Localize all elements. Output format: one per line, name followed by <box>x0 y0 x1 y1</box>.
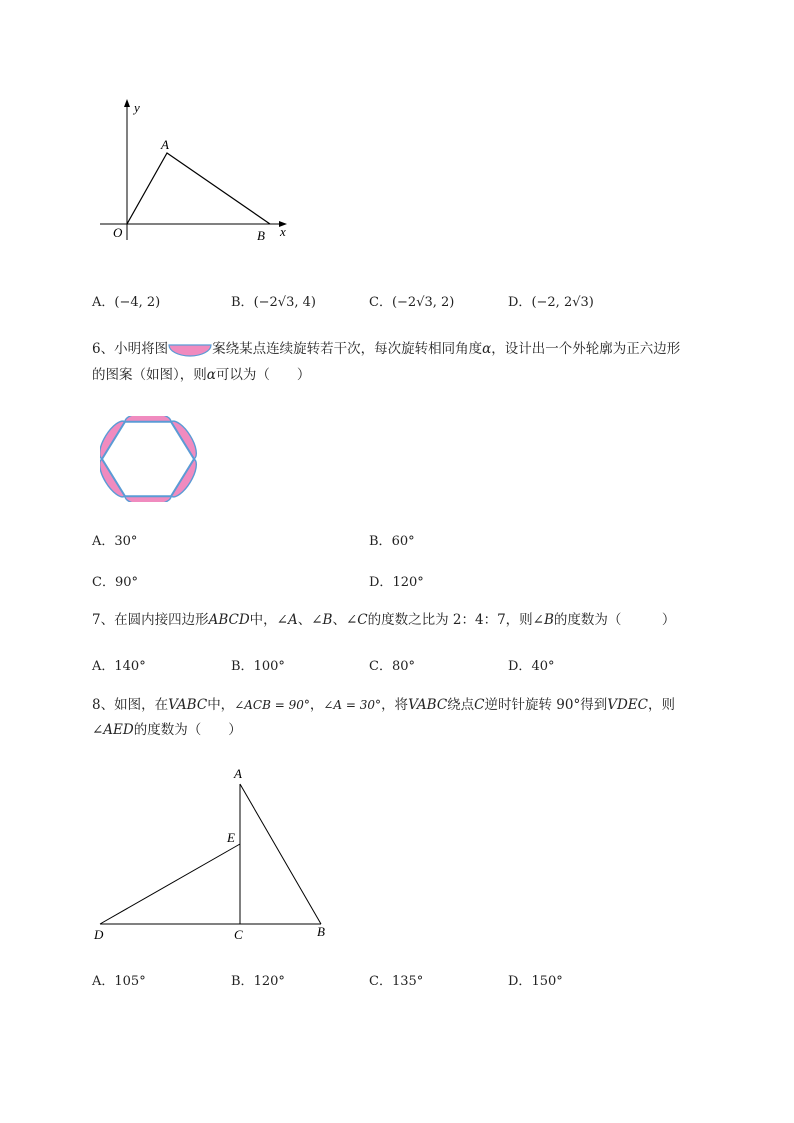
q8-text: ，则 <box>648 697 675 713</box>
q6-stem-line1 <box>92 338 680 360</box>
q6-option-c[interactable] <box>92 571 138 590</box>
point-e-label: E <box>227 830 235 845</box>
q5-option-c[interactable] <box>369 291 454 310</box>
q8-option-d[interactable] <box>508 970 563 989</box>
point-label: C <box>474 697 485 713</box>
angle-label: A <box>287 612 298 628</box>
q8-text: ，将 <box>381 697 409 713</box>
q6-text: 可以为（ ） <box>215 367 311 383</box>
q7-stem <box>92 609 675 631</box>
q8-stem-line2 <box>92 719 242 741</box>
angle-label: C <box>357 612 368 628</box>
triangle-oab <box>127 153 270 224</box>
option-letter: A． <box>92 659 115 674</box>
figure-rotation-triangles <box>88 762 338 947</box>
q7-option-b[interactable] <box>231 655 285 674</box>
option-letter: D． <box>369 575 393 590</box>
option-letter: A． <box>92 974 115 989</box>
option-text: 40° <box>531 659 555 674</box>
option-letter: C． <box>369 659 392 674</box>
option-text: 120° <box>253 974 285 989</box>
option-letter: A． <box>92 295 115 310</box>
segment-ab <box>240 784 321 924</box>
option-text: 120° <box>392 575 424 590</box>
q8-text: 中， <box>207 697 235 713</box>
q7-text: 的度数为（ ） <box>553 612 676 628</box>
figure-triangle-oab <box>95 95 305 255</box>
option-text: 30° <box>114 534 138 549</box>
point-a-label: A <box>234 766 242 781</box>
option-letter: D． <box>508 974 532 989</box>
x-axis-label: x <box>280 224 286 239</box>
quad-name: ABCD <box>208 612 250 628</box>
angle-label: B <box>322 612 333 628</box>
y-axis-label: y <box>134 100 140 115</box>
q6-option-a[interactable] <box>92 530 137 549</box>
option-text: 80° <box>391 659 415 674</box>
option-letter: D． <box>508 659 532 674</box>
option-text: 90° <box>114 575 138 590</box>
point-b-label: B <box>257 228 265 243</box>
option-letter: B． <box>369 534 392 549</box>
point-b-label: B <box>317 924 325 939</box>
angle-expression: ∠AED <box>92 722 134 738</box>
option-letter: C． <box>92 575 115 590</box>
q7-text: 的度数之比为 2：4：7，则∠ <box>367 612 544 628</box>
alpha-symbol: α <box>206 367 216 383</box>
q7-option-d[interactable] <box>508 655 554 674</box>
q7-option-c[interactable] <box>369 655 415 674</box>
q6-text: 案绕某点连续旋转若干次，每次旋转相同角度 <box>212 341 483 357</box>
q8-option-c[interactable] <box>369 970 423 989</box>
y-axis-arrow <box>124 99 130 107</box>
option-text: 150° <box>531 974 563 989</box>
triangle-name: VABC <box>168 697 208 713</box>
option-text: (−2√3, 4) <box>253 295 316 310</box>
option-letter: B． <box>231 659 254 674</box>
q7-text: 、∠ <box>297 612 323 628</box>
option-text: 135° <box>391 974 424 989</box>
q6-option-b[interactable] <box>369 530 415 549</box>
q8-text: 逆时针旋转 90°得到 <box>484 697 608 713</box>
segment-de <box>100 844 240 924</box>
figure-hexagon-pattern <box>100 416 200 502</box>
option-text: (−4, 2) <box>114 295 161 310</box>
option-letter: B． <box>231 974 254 989</box>
option-letter: D． <box>508 295 532 310</box>
condition: ∠A = 30° <box>323 698 382 712</box>
hexagon-group <box>100 416 196 502</box>
q7-text: 7、在圆内接四边形 <box>92 612 209 628</box>
q8-text: 的度数为（ ） <box>133 722 242 738</box>
semicircle-pattern-icon <box>168 342 212 358</box>
q8-text: ， <box>309 697 324 713</box>
q8-text: 8、如图，在 <box>92 697 169 713</box>
q5-option-b[interactable] <box>231 291 316 310</box>
alpha-symbol: α <box>482 341 492 357</box>
option-text: 140° <box>114 659 146 674</box>
q8-stem-line1 <box>92 694 675 716</box>
q6-stem-line2 <box>92 364 310 386</box>
q8-option-a[interactable] <box>92 970 146 989</box>
origin-label: O <box>113 225 123 240</box>
option-letter: C． <box>369 295 392 310</box>
option-letter: B． <box>231 295 254 310</box>
option-text: (−2√3, 2) <box>391 295 455 310</box>
option-text: (−2, 2√3) <box>531 295 594 310</box>
q6-option-d[interactable] <box>369 571 424 590</box>
option-text: 105° <box>114 974 146 989</box>
point-d-label: D <box>94 927 104 942</box>
q8-option-b[interactable] <box>231 970 285 989</box>
option-text: 60° <box>391 534 415 549</box>
point-a-label: A <box>161 137 169 152</box>
point-c-label: C <box>234 927 243 942</box>
option-letter: A． <box>92 534 115 549</box>
q5-option-a[interactable] <box>92 291 160 310</box>
q5-option-d[interactable] <box>508 291 594 310</box>
q7-text: 、∠ <box>332 612 358 628</box>
option-text: 100° <box>253 659 285 674</box>
q6-text: 6、小明将图 <box>92 341 169 357</box>
triangle-name: VDEC <box>607 697 648 713</box>
q7-text: 中，∠ <box>249 612 288 628</box>
q6-text: ，设计出一个外轮廓为正六边形 <box>491 341 681 357</box>
q6-text: 的图案（如图），则 <box>92 367 207 383</box>
q8-text: 绕点 <box>447 697 475 713</box>
option-letter: C． <box>369 974 392 989</box>
triangle-name: VABC <box>408 697 448 713</box>
q7-option-a[interactable] <box>92 655 146 674</box>
condition: ∠ACB = 90° <box>234 698 310 712</box>
angle-label: B <box>544 612 554 628</box>
